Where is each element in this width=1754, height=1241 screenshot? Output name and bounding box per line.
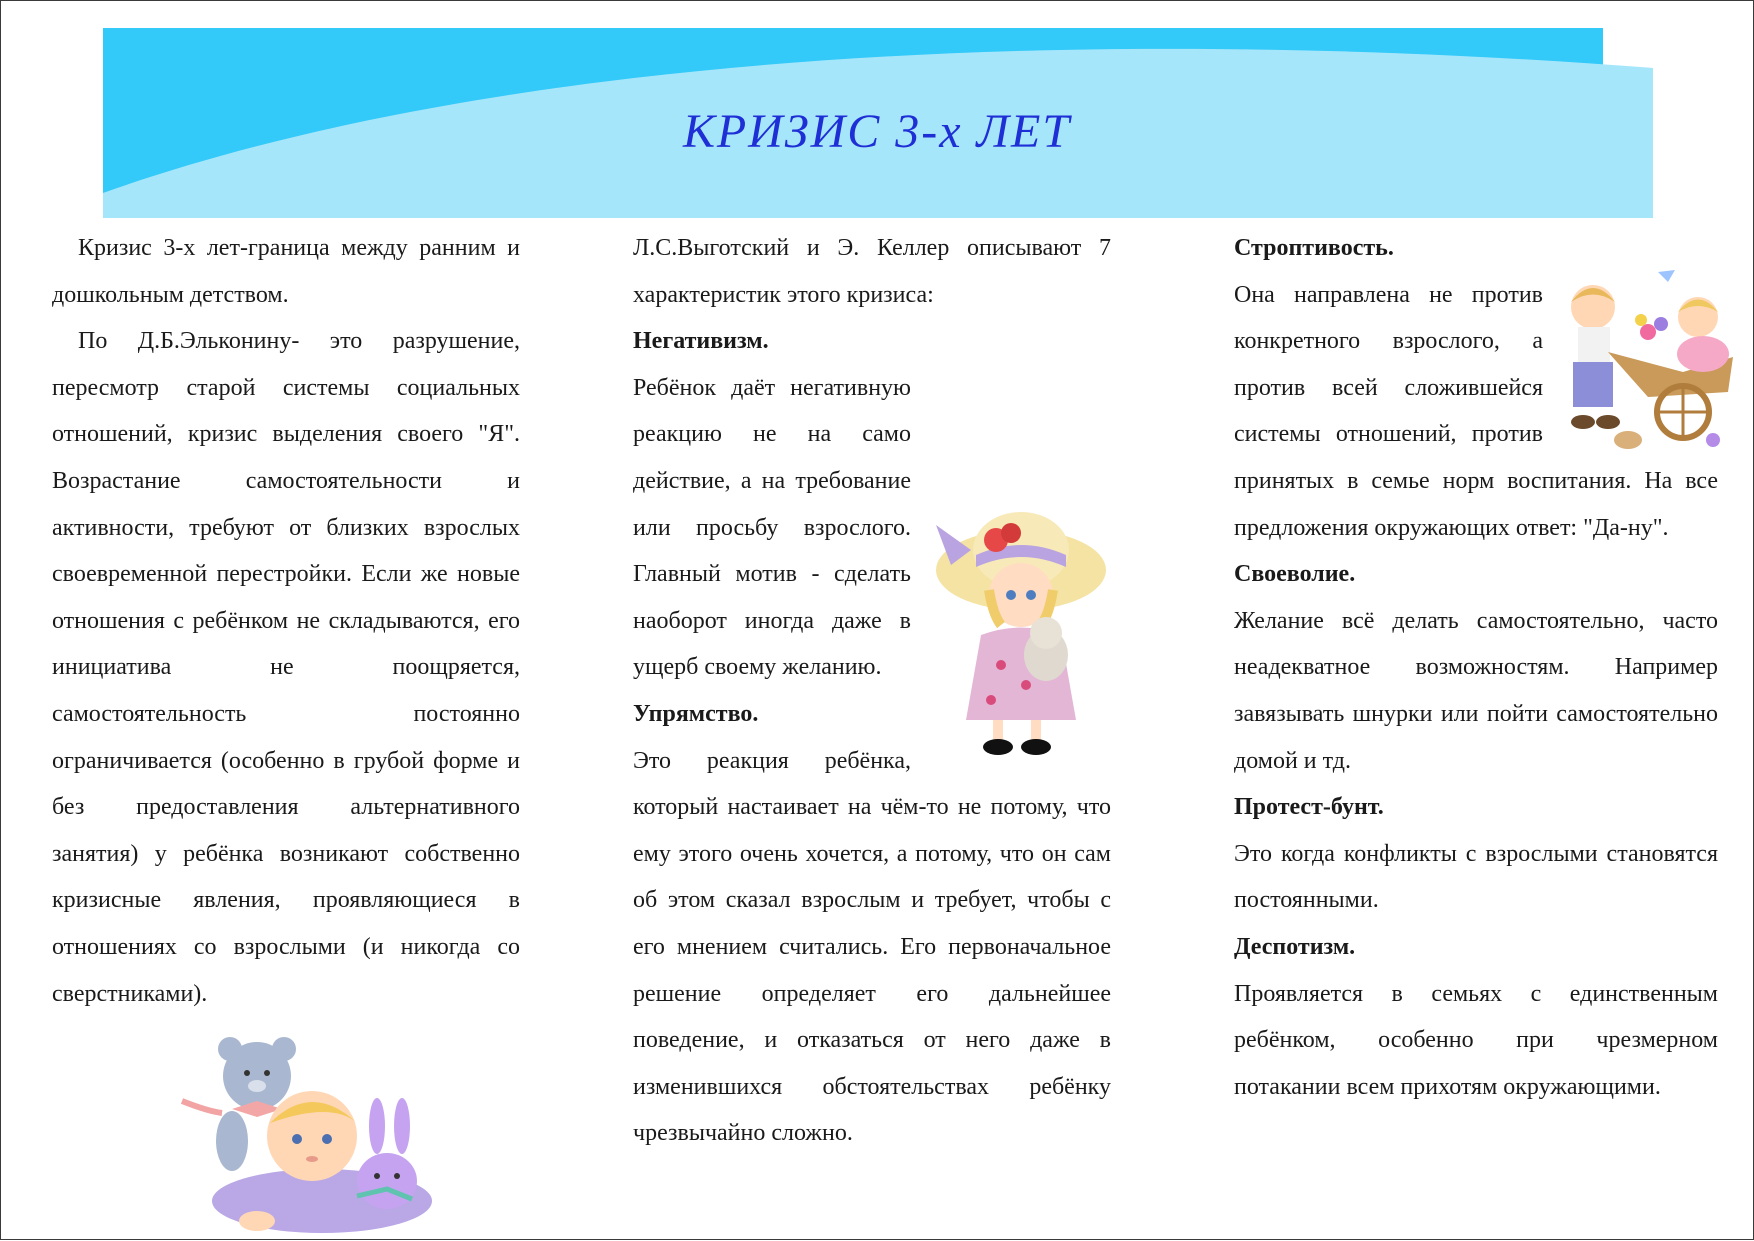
heading-self-will: Своеволие. bbox=[1234, 561, 1356, 588]
column-1 bbox=[52, 225, 520, 1241]
paragraph-definition: Кризис 3-х лет-граница между ранним и дошкольным детством. bbox=[52, 235, 520, 308]
paragraph-stubbornness: Это реакция ребёнка, который настаивает на чём-то не потому, что ему этого очень хочется, а потому, что он сам об этом сказал взрослым и требует, чтобы с его мнением считались. Его первоначальное решение определяет его дальнейшее поведение, и отказаться от него даже в изменившихся обстоятельствах ребёнку чрезвычайно сложно. bbox=[633, 747, 1111, 1147]
heading-negativism: Негативизм. bbox=[633, 328, 769, 355]
column-2 bbox=[633, 225, 1111, 1157]
heading-stubbornness: Упрямство. bbox=[633, 700, 759, 727]
paragraph-self-will: Желание всё делать самостоятельно, часто неадекватное возможностям. Например завязывать шнурки или пойти самостоятельно домой и тд. bbox=[1234, 607, 1718, 774]
paragraph-elkonin: По Д.Б.Эльконину- это разрушение, пересмотр старой системы социальных отношений, кризис выделения своего "Я". Возрастание самостоятельности и активности, требуют от близких взрослых своевременной перестройки. Если же новые отношения с ребёнком не складываются, его инициатива не поощряется, самостоятельность постоянно ограничивается (особенно в грубой форме и без предоставления альтернативного занятия) у ребёнка возникают собственно кризисные явления, проявляющиеся в отношениях со взрослыми (и никогда со сверстниками). bbox=[52, 328, 520, 1007]
paragraph-protest: Это когда конфликты с взрослыми становятся постоянными. bbox=[1234, 840, 1718, 914]
paragraph-despotism: Проявляется в семьях с единственным ребёнком, особенно при чрезмерном потакании всем прихотям окружающими. bbox=[1234, 980, 1718, 1100]
paragraph-negativism: Ребёнок даёт негативную реакцию не на само действие, а на требование или просьбу взрослого. Главный мотив - сделать наоборот иногда даже в ущерб своему желанию. bbox=[633, 374, 911, 681]
girl-in-hat-kitten-image bbox=[931, 495, 1111, 765]
column-3 bbox=[1234, 225, 1718, 1110]
paragraph-intro: Л.С.Выготский и Э. Келлер описывают 7 характеристик этого кризиса: bbox=[633, 235, 1111, 308]
paragraph-obstinacy: Она направлена не против конкретного взрослого, а против всей сложившейся системы отношений, против принятых в семье норм воспитания. На все предложения окружающих ответ: "Да-ну". bbox=[1234, 281, 1718, 541]
heading-obstinacy: Строптивость. bbox=[1234, 235, 1394, 261]
heading-despotism: Деспотизм. bbox=[1234, 933, 1356, 960]
page-title: КРИЗИС 3-х ЛЕТ bbox=[682, 105, 1072, 158]
children-flower-cart-image bbox=[1553, 262, 1753, 457]
heading-protest: Протест-бунт. bbox=[1234, 794, 1384, 821]
baby-teddy-bunny-image bbox=[162, 1031, 452, 1241]
